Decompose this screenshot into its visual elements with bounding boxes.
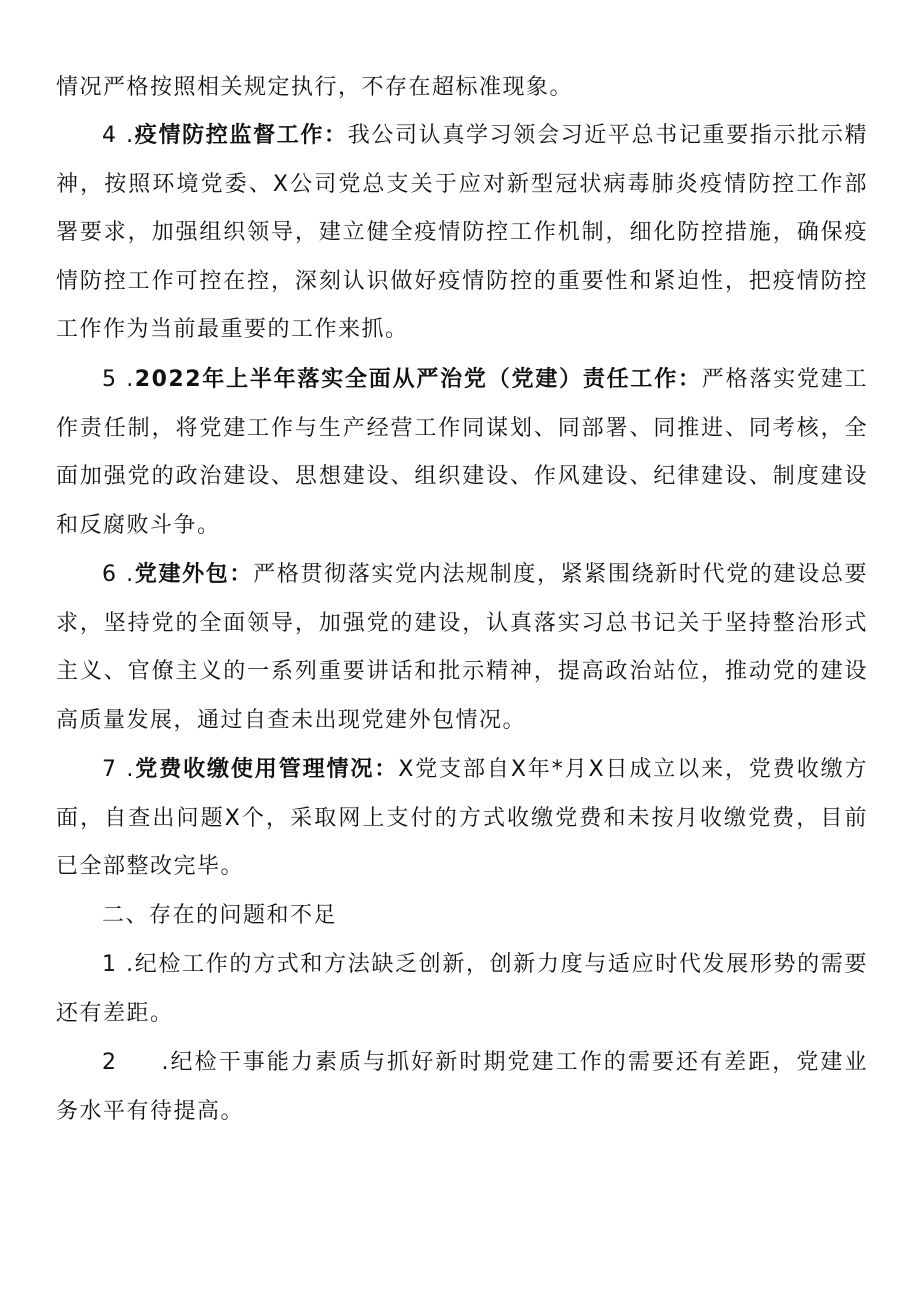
paragraph-epidemic-supervision xyxy=(56,112,868,355)
item-number: 1 . xyxy=(102,952,135,977)
section-heading-text: 二、存在的问题和不足 xyxy=(102,903,338,928)
paragraph-text: 纪检工作的方式和方法缺乏创新，创新力度与适应时代发展形势的需要还有差距。 xyxy=(56,952,868,1026)
paragraph-continuation xyxy=(56,64,868,113)
paragraph-party-outsourcing xyxy=(56,551,868,745)
paragraph-party-dues xyxy=(56,746,868,892)
item-number: 2 xyxy=(102,1050,118,1075)
paragraph-text: 我公司认真学习领会习近平总书记重要指示批示精神，按照环境党委、X公司党总支关于应对新型冠状病毒肺炎疫情防控工作部署要求，加强组织领导，建立健全疫情防控工作机制，细化防控措施，确保疫情防控工作可控在控，深刻认识做好疫情防控的重要性和紧迫性，把疫情防控工作作为当前最重要的工作来抓。 xyxy=(56,123,868,343)
paragraph-text: X党支部自X年*月X日成立以来，党费收缴方面，自查出问题X个，采取网上支付的方式收缴党费和未按月收缴党费，目前已全部整改完毕。 xyxy=(56,757,868,880)
paragraph-heading: 党建外包： xyxy=(134,562,254,587)
paragraph-text: 严格贯彻落实党内法规制度，紧紧围绕新时代党的建设总要求，坚持党的全面领导，加强党的建设，认真落实习总书记关于坚持整治形式主义、官僚主义的一系列重要讲话和批示精神，提高政治站位，推动党的建设高质量发展，通过自查未出现党建外包情况。 xyxy=(56,562,868,733)
item-number: 7 . xyxy=(102,757,135,782)
paragraph-party-governance xyxy=(56,356,868,550)
item-number: 4 . xyxy=(102,123,135,148)
paragraph-heading: 2022年上半年落实全面从严治党（党建）责任工作： xyxy=(134,367,702,392)
paragraph-heading: 党费收缴使用管理情况： xyxy=(134,757,399,782)
problem-item-2 xyxy=(56,1039,868,1136)
item-number: 5 . xyxy=(102,367,135,392)
paragraph-text: 严格落实党建工作责任制，将党建工作与生产经营工作同谋划、同部署、同推进、同考核，全面加强党的政治建设、思想建设、组织建设、作风建设、纪律建设、制度建设和反腐败斗争。 xyxy=(56,367,869,538)
paragraph-heading: 疫情防控监督工作： xyxy=(134,123,348,148)
paragraph-text: .纪检干事能力素质与抓好新时期党建工作的需要还有差距，党建业务水平有待提高。 xyxy=(56,1050,868,1124)
section-heading-problems xyxy=(56,892,868,941)
item-number: 6 . xyxy=(102,562,135,587)
paragraph-text: 情况严格按照相关规定执行，不存在超标准现象。 xyxy=(56,75,574,100)
problem-item-1 xyxy=(56,941,868,1038)
